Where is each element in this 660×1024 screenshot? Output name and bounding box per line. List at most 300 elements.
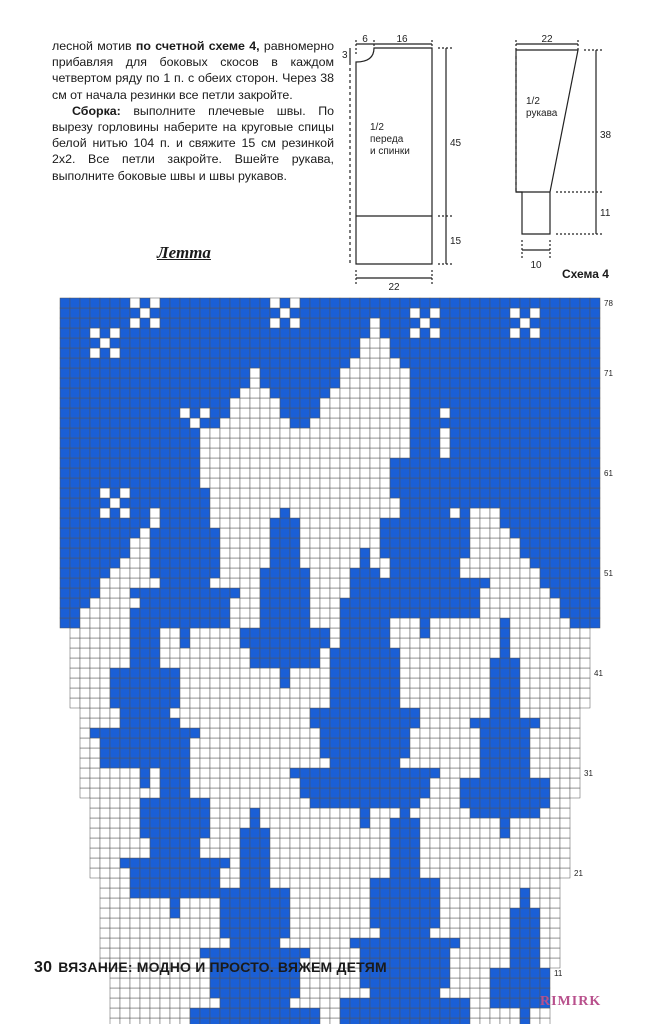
chart-cell [110,498,120,508]
chart-cell [350,428,360,438]
chart-cell [260,358,270,368]
chart-cell [70,588,80,598]
chart-cell [130,928,140,938]
chart-cell [410,338,420,348]
chart-cell [470,878,480,888]
chart-cell [250,408,260,418]
chart-cell [530,718,540,728]
chart-cell [190,368,200,378]
chart-cell [210,608,220,618]
chart-cell [200,628,210,638]
chart-cell [310,568,320,578]
chart-cell [470,908,480,918]
chart-cell [560,838,570,848]
chart-cell [460,1018,470,1024]
chart-cell [500,608,510,618]
chart-cell [190,518,200,528]
chart-cell [170,598,180,608]
chart-cell [450,488,460,498]
chart-cell [240,428,250,438]
chart-cell [570,398,580,408]
chart-cell [360,338,370,348]
chart-cell [110,588,120,598]
chart-cell [400,498,410,508]
chart-cell [450,758,460,768]
chart-cell [390,358,400,368]
chart-cell [430,438,440,448]
chart-cell [250,658,260,668]
dim-neck: 6 [362,34,368,45]
chart-cell [470,418,480,428]
chart-cell [320,948,330,958]
chart-cell [380,808,390,818]
chart-cell [540,328,550,338]
chart-cell [220,938,230,948]
chart-cell [200,418,210,428]
chart-cell [480,538,490,548]
chart-cell [500,408,510,418]
chart-cell [150,668,160,678]
chart-cell [250,678,260,688]
chart-cell [560,488,570,498]
chart-cell [280,478,290,488]
chart-cell [490,448,500,458]
chart-cell [60,578,70,588]
chart-cell [320,808,330,818]
chart-cell [210,928,220,938]
chart-cell [150,598,160,608]
chart-cell [180,318,190,328]
chart-cell [440,948,450,958]
chart-cell [400,678,410,688]
chart-cell [440,758,450,768]
chart-cell [580,408,590,418]
chart-cell [150,458,160,468]
chart-cell [540,638,550,648]
chart-cell [290,638,300,648]
chart-cell [490,768,500,778]
chart-cell [480,408,490,418]
chart-cell [300,608,310,618]
chart-cell [280,978,290,988]
chart-cell [420,318,430,328]
chart-cell [220,798,230,808]
chart-cell [170,988,180,998]
chart-cell [290,308,300,318]
chart-cell [110,388,120,398]
chart-cell [180,368,190,378]
chart-cell [80,358,90,368]
chart-cell [60,568,70,578]
chart-cell [170,658,180,668]
chart-cell [220,898,230,908]
chart-cell [270,988,280,998]
chart-cell [220,838,230,848]
chart-cell [480,328,490,338]
chart-cell [250,788,260,798]
chart-cell [470,948,480,958]
chart-cell [230,388,240,398]
chart-cell [400,718,410,728]
chart-cell [220,458,230,468]
chart-cell [560,318,570,328]
chart-cell [530,1018,540,1024]
chart-cell [70,408,80,418]
chart-cell [80,718,90,728]
chart-cell [480,948,490,958]
chart-cell [130,758,140,768]
chart-cell [500,988,510,998]
chart-cell [170,438,180,448]
chart-cell [240,388,250,398]
chart-cell [240,938,250,948]
chart-cell [180,758,190,768]
chart-cell [390,718,400,728]
chart-cell [470,398,480,408]
chart-cell [70,378,80,388]
chart-cell [140,748,150,758]
chart-cell [560,608,570,618]
chart-cell [360,928,370,938]
chart-cell [360,848,370,858]
chart-cell [570,618,580,628]
chart-cell [190,378,200,388]
chart-cell [310,938,320,948]
chart-cell [270,688,280,698]
chart-cell [240,898,250,908]
chart-cell [110,298,120,308]
chart-cell [160,798,170,808]
chart-cell [510,608,520,618]
chart-cell [310,808,320,818]
chart-cell [550,318,560,328]
chart-cell [160,648,170,658]
chart-cell [100,628,110,638]
chart-cell [110,838,120,848]
chart-cell [90,298,100,308]
chart-cell [110,808,120,818]
chart-cell [560,378,570,388]
chart-cell [180,548,190,558]
chart-cell [510,648,520,658]
chart-cell [580,598,590,608]
chart-cell [480,978,490,988]
chart-cell [410,708,420,718]
chart-cell [310,448,320,458]
chart-cell [310,998,320,1008]
chart-cell [150,918,160,928]
chart-cell [540,898,550,908]
chart-cell [490,918,500,928]
chart-cell [430,1018,440,1024]
chart-cell [550,338,560,348]
chart-cell [270,338,280,348]
chart-cell [410,838,420,848]
chart-cell [360,978,370,988]
chart-cell [80,508,90,518]
chart-cell [580,328,590,338]
chart-cell [430,678,440,688]
chart-cell [310,888,320,898]
chart-cell [340,328,350,338]
chart-cell [390,668,400,678]
chart-cell [510,818,520,828]
chart-cell [170,298,180,308]
chart-cell [90,698,100,708]
chart-cell [300,698,310,708]
chart-cell [160,368,170,378]
chart-cell [490,708,500,718]
chart-cell [510,658,520,668]
chart-cell [460,438,470,448]
chart-cell [550,528,560,538]
row-label: 71 [604,369,613,378]
chart-cell [540,728,550,738]
chart-cell [180,638,190,648]
chart-cell [350,998,360,1008]
chart-cell [110,948,120,958]
chart-cell [250,418,260,428]
chart-cell [290,768,300,778]
chart-cell [430,698,440,708]
chart-cell [330,908,340,918]
chart-cell [110,648,120,658]
chart-cell [220,828,230,838]
chart-cell [270,328,280,338]
chart-cell [450,518,460,528]
chart-cell [410,768,420,778]
chart-cell [330,518,340,528]
chart-cell [490,978,500,988]
chart-cell [110,768,120,778]
chart-cell [170,998,180,1008]
chart-cell [400,788,410,798]
chart-cell [430,888,440,898]
chart-cell [490,748,500,758]
chart-cell [590,338,600,348]
chart-cell [270,488,280,498]
chart-cell [420,548,430,558]
chart-cell [280,648,290,658]
chart-cell [190,1008,200,1018]
chart-cell [100,518,110,528]
chart-cell [450,848,460,858]
chart-cell [270,818,280,828]
chart-cell [390,638,400,648]
chart-cell [70,508,80,518]
chart-cell [350,368,360,378]
chart-cell [450,718,460,728]
chart-cell [310,298,320,308]
chart-cell [540,838,550,848]
chart-cell [500,298,510,308]
chart-cell [440,378,450,388]
chart-cell [520,438,530,448]
chart-cell [340,318,350,328]
chart-cell [510,388,520,398]
chart-cell [140,298,150,308]
chart-cell [270,738,280,748]
chart-cell [470,448,480,458]
chart-cell [400,1018,410,1024]
chart-cell [250,1008,260,1018]
chart-cell [520,718,530,728]
chart-cell [410,808,420,818]
chart-cell [290,628,300,638]
chart-cell [480,848,490,858]
dim-sleeve-cuff: 11 [600,208,611,219]
chart-cell [400,728,410,738]
chart-cell [140,578,150,588]
chart-cell [460,948,470,958]
chart-cell [510,868,520,878]
chart-cell [230,998,240,1008]
chart-cell [70,458,80,468]
chart-cell [490,1018,500,1024]
chart-cell [400,908,410,918]
chart-cell [560,558,570,568]
chart-cell [70,498,80,508]
chart-cell [380,338,390,348]
chart-cell [560,358,570,368]
chart-cell [470,738,480,748]
chart-cell [540,968,550,978]
chart-cell [450,638,460,648]
chart-cell [260,878,270,888]
chart-cell [570,538,580,548]
chart-cell [310,438,320,448]
chart-cell [350,1018,360,1024]
chart-cell [100,828,110,838]
chart-cell [480,988,490,998]
chart-cell [130,768,140,778]
chart-cell [200,828,210,838]
chart-cell [430,568,440,578]
chart-cell [140,798,150,808]
chart-cell [280,328,290,338]
chart-cell [430,858,440,868]
chart-cell [400,668,410,678]
chart-cell [490,688,500,698]
chart-cell [530,518,540,528]
chart-cell [120,1008,130,1018]
chart-cell [580,548,590,558]
chart-cell [110,448,120,458]
chart-cell [550,588,560,598]
chart-cell [330,948,340,958]
chart-cell [520,598,530,608]
chart-cell [210,398,220,408]
chart-cell [510,798,520,808]
chart-cell [90,728,100,738]
chart-cell [330,368,340,378]
chart-cell [120,358,130,368]
chart-cell [530,418,540,428]
chart-cell [60,408,70,418]
chart-cell [110,698,120,708]
chart-cell [250,728,260,738]
chart-cell [400,438,410,448]
chart-cell [400,448,410,458]
chart-cell [470,308,480,318]
chart-cell [520,448,530,458]
chart-cell [410,448,420,458]
chart-cell [560,738,570,748]
chart-cell [430,388,440,398]
chart-cell [500,808,510,818]
chart-cell [530,428,540,438]
chart-cell [580,628,590,638]
chart-cell [360,428,370,438]
chart-cell [110,658,120,668]
chart-cell [210,548,220,558]
chart-cell [380,878,390,888]
chart-cell [540,398,550,408]
chart-cell [290,978,300,988]
chart-cell [260,438,270,448]
chart-cell [560,768,570,778]
chart-cell [240,498,250,508]
chart-cell [500,378,510,388]
chart-cell [290,788,300,798]
chart-cell [230,438,240,448]
chart-cell [210,798,220,808]
chart-cell [260,448,270,458]
chart-cell [540,1018,550,1024]
chart-cell [270,998,280,1008]
chart-cell [310,728,320,738]
chart-cell [160,718,170,728]
chart-cell [350,518,360,528]
chart-cell [260,788,270,798]
chart-cell [470,598,480,608]
chart-cell [190,748,200,758]
chart-cell [80,478,90,488]
chart-cell [140,848,150,858]
chart-cell [440,1018,450,1024]
chart-cell [90,618,100,628]
chart-cell [490,938,500,948]
chart-cell [190,998,200,1008]
chart-cell [540,928,550,938]
chart-cell [250,688,260,698]
chart-cell [510,338,520,348]
chart-cell [500,458,510,468]
chart-cell [500,528,510,538]
chart-cell [60,348,70,358]
chart-cell [580,618,590,628]
chart-cell [150,678,160,688]
chart-cell [490,318,500,328]
chart-cell [70,568,80,578]
chart-cell [430,998,440,1008]
chart-cell [390,708,400,718]
chart-cell [190,768,200,778]
chart-cell [500,588,510,598]
chart-cell [240,778,250,788]
chart-cell [560,448,570,458]
chart-cell [200,348,210,358]
chart-cell [490,718,500,728]
chart-cell [370,608,380,618]
chart-cell [220,598,230,608]
chart-cell [590,478,600,488]
chart-cell [380,718,390,728]
chart-cell [330,668,340,678]
chart-cell [280,428,290,438]
chart-cell [200,438,210,448]
chart-cell [540,498,550,508]
